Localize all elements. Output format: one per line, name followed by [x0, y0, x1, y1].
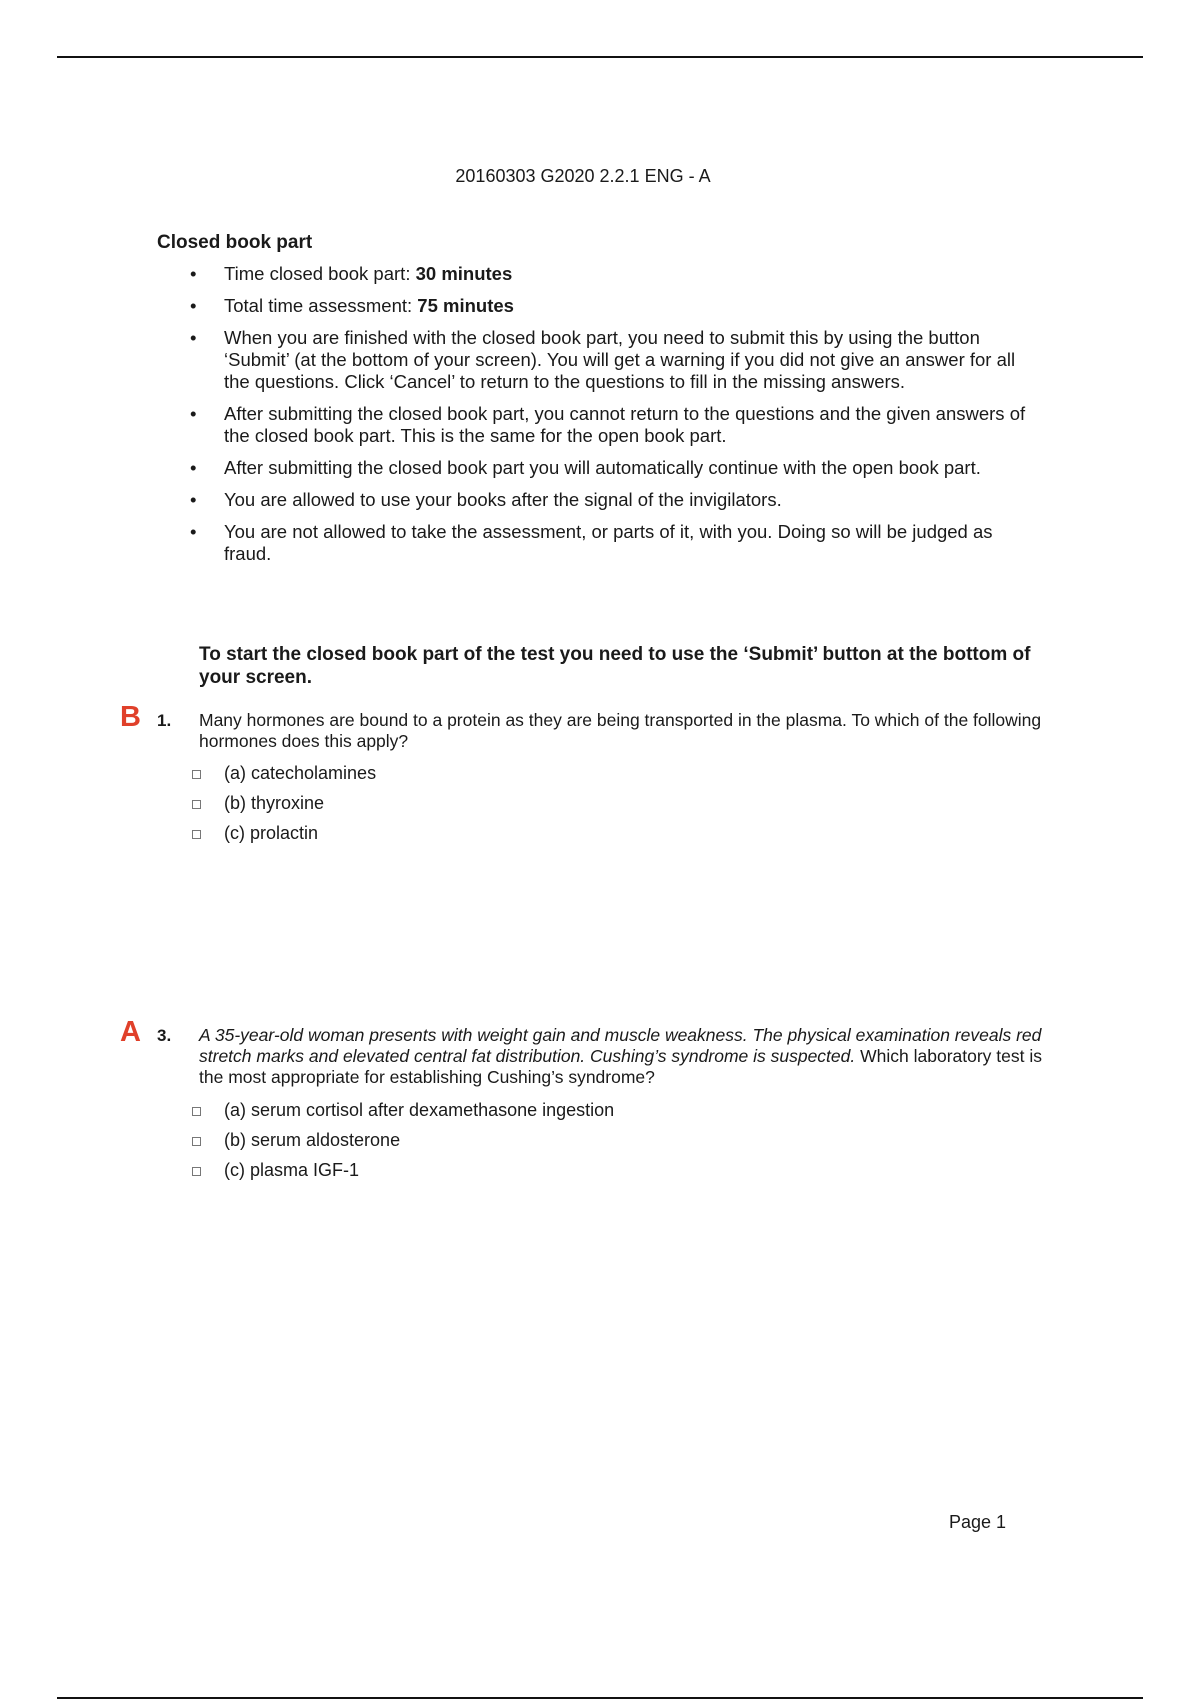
bottom-rule — [57, 1697, 1143, 1699]
bullet-icon: • — [190, 263, 197, 284]
top-rule — [57, 56, 1143, 58]
question-text: Many hormones are bound to a protein as they are being transported in the plasma. To which of the following hormones does this apply? — [199, 710, 1042, 751]
instruction-item: • Total time assessment: 75 minutes — [190, 295, 514, 316]
bullet-icon: • — [190, 457, 197, 478]
exam-code-header — [0, 166, 1200, 187]
checkbox-icon[interactable] — [192, 800, 201, 809]
answer-option[interactable]: (b) thyroxine — [192, 792, 792, 822]
question-text: A 35-year-old woman presents with weight gain and muscle weakness. The physical examination reveals red stretch marks and elevated central fat distribution. Cushing’s syndrome is suspected. Which laboratory test is the most appropriate for establishing Cushing’s syndrome? — [199, 1025, 1042, 1087]
instruction-item: • After submitting the closed book part, you cannot return to the questions and the given answers of the closed book part. This is the same for the open book part. — [190, 403, 1026, 446]
question-number: 3. — [157, 1026, 172, 1045]
answer-option[interactable]: (a) catecholamines — [192, 762, 792, 792]
page-number: Page 1 — [949, 1512, 1007, 1532]
checkbox-icon[interactable] — [192, 1137, 201, 1146]
instruction-item: • You are not allowed to take the assessment, or parts of it, with you. Doing so will be judged as fraud. — [190, 521, 993, 564]
checkbox-icon[interactable] — [192, 830, 201, 839]
instruction-item: • After submitting the closed book part you will automatically continue with the open book part. — [190, 457, 981, 478]
answer-mark: A — [120, 1016, 141, 1048]
answer-option[interactable]: (b) serum aldosterone — [192, 1129, 792, 1159]
bullet-icon: • — [190, 295, 197, 316]
exam-code: 20160303 G2020 2.2.1 ENG - A — [455, 166, 711, 186]
bullet-icon: • — [190, 489, 197, 510]
instructions-list — [190, 263, 1040, 575]
bullet-icon: • — [190, 521, 197, 542]
section-title: Closed book part — [157, 232, 313, 253]
answer-options — [192, 762, 792, 852]
bullet-icon: • — [190, 327, 197, 348]
answer-option[interactable]: (a) serum cortisol after dexamethasone ingestion — [192, 1099, 792, 1129]
checkbox-icon[interactable] — [192, 1107, 201, 1116]
instruction-item: • Time closed book part: 30 minutes — [190, 263, 513, 284]
answer-mark: B — [120, 701, 141, 733]
question-number: 1. — [157, 711, 172, 730]
bullet-icon: • — [190, 403, 197, 424]
instruction-item: • When you are finished with the closed book part, you need to submit this by using the button ‘Submit’ (at the bottom of your screen). You will get a warning if you did not give an answer for all the questions. Click ‘Cancel’ to return to the questions to fill in the missing answers. — [190, 327, 1016, 392]
answer-options — [192, 1099, 792, 1189]
instruction-item: • You are allowed to use your books after the signal of the invigilators. — [190, 489, 782, 510]
checkbox-icon[interactable] — [192, 770, 201, 779]
checkbox-icon[interactable] — [192, 1167, 201, 1176]
answer-option[interactable]: (c) plasma IGF-1 — [192, 1159, 792, 1189]
start-instruction: To start the closed book part of the test you need to use the ‘Submit’ button at the bottom of your screen. — [199, 644, 1031, 688]
answer-option[interactable]: (c) prolactin — [192, 822, 792, 852]
